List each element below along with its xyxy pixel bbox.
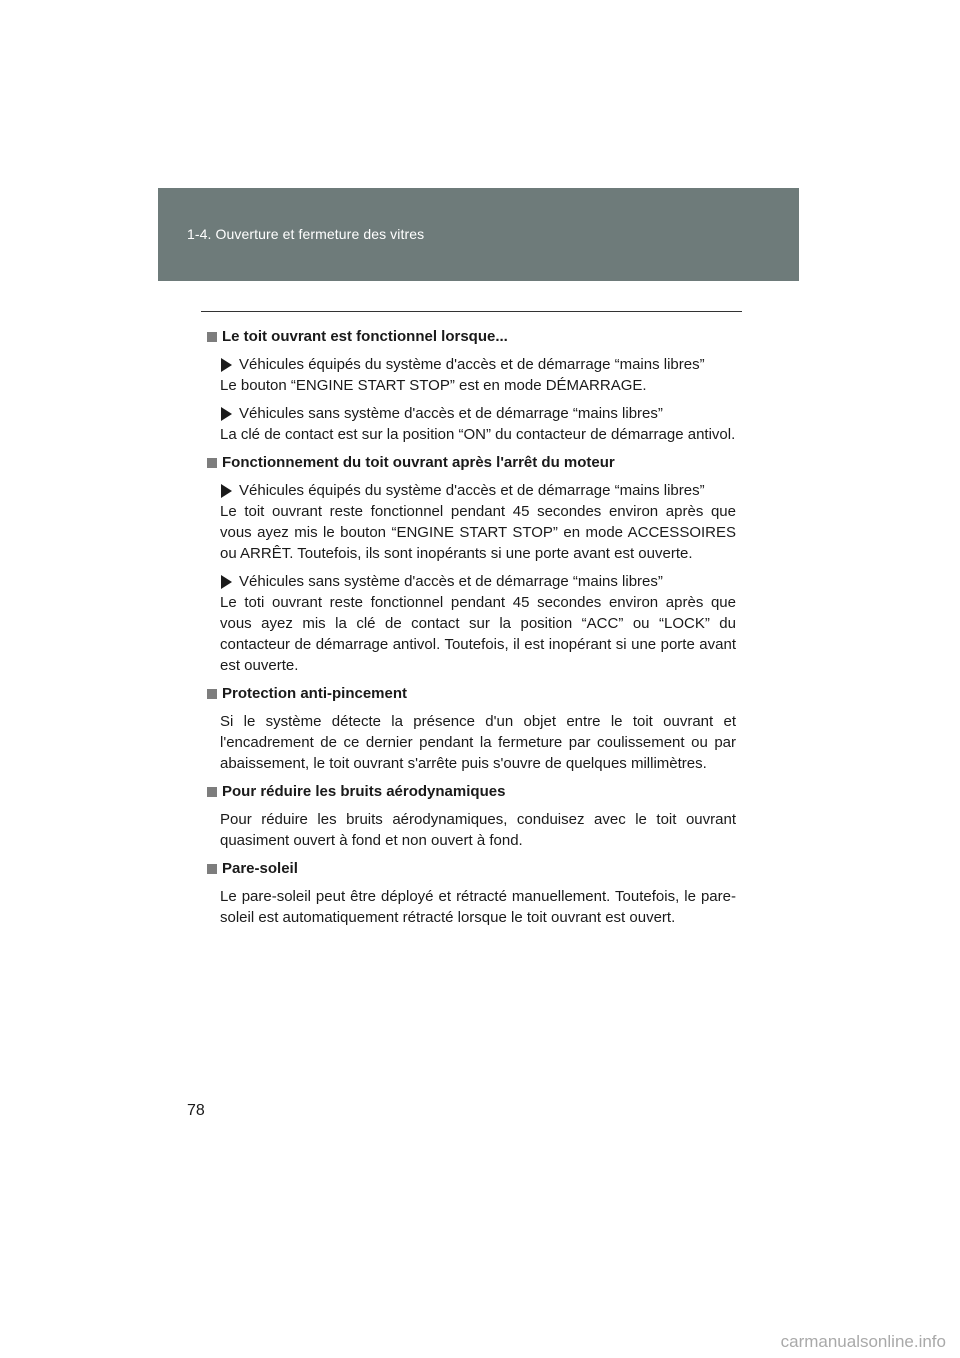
section-heading — [207, 452, 736, 473]
arrow-right-icon — [221, 575, 232, 589]
section-heading — [207, 858, 736, 879]
header-divider — [201, 311, 742, 312]
square-bullet-icon — [207, 689, 217, 699]
subsection-heading-text: Véhicules sans système d'accès et de démarrage “mains libres” — [239, 573, 663, 590]
paragraph: Si le système détecte la présence d'un objet entre le toit ouvrant et l'encadrement de ce dernier pendant la fermeture par coulissement ou par abaissement, le toit ouvrant s'arrête puis s'ouvre de quelques millimètres. — [220, 713, 736, 772]
arrow-right-icon — [221, 484, 232, 498]
arrow-right-icon — [221, 407, 232, 421]
page-number: 78 — [187, 1102, 205, 1119]
section-sunroof-operational — [207, 326, 736, 445]
subsection-heading-text: Véhicules équipés du système d'accès et de démarrage “mains libres” — [239, 482, 705, 499]
subsection-smart-key — [207, 354, 736, 396]
section-heading-text: Protection anti-pincement — [222, 685, 408, 702]
paragraph: Le toit ouvrant reste fonctionnel pendant 45 secondes environ après que vous ayez mis le bouton “ENGINE START STOP” en mode ACCESSOIRES ou ARRÊT. Toutefois, ils sont inopérants si une porte avant est ouverte. — [220, 503, 736, 562]
arrow-right-icon — [221, 358, 232, 372]
square-bullet-icon — [207, 864, 217, 874]
paragraph: Le pare-soleil peut être déployé et rétracté manuellement. Toutefois, le pare-soleil est automatiquement rétracté lorsque le toit ouvrant est ouvert. — [220, 888, 736, 926]
subsection-heading — [207, 480, 736, 501]
subsection-no-smart-key — [207, 403, 736, 445]
section-wind-noise — [207, 781, 736, 851]
subsection-heading-text: Véhicules sans système d'accès et de démarrage “mains libres” — [239, 405, 663, 422]
section-anti-pinch — [207, 683, 736, 774]
square-bullet-icon — [207, 332, 217, 342]
section-heading-text: Fonctionnement du toit ouvrant après l'arrêt du moteur — [222, 454, 615, 471]
subsection-smart-key — [207, 480, 736, 564]
subsection-heading — [207, 403, 736, 424]
section-heading — [207, 781, 736, 802]
page-content — [207, 326, 736, 928]
section-heading — [207, 683, 736, 704]
section-header-title: 1-4. Ouverture et fermeture des vitres — [187, 226, 425, 242]
subsection-heading-text: Véhicules équipés du système d'accès et de démarrage “mains libres” — [239, 356, 705, 373]
subsection-no-smart-key — [207, 571, 736, 676]
paragraph: Pour réduire les bruits aérodynamiques, conduisez avec le toit ouvrant quasiment ouvert à fond et non ouvert à fond. — [220, 811, 736, 849]
subsection-heading — [207, 354, 736, 375]
section-heading-text: Pour réduire les bruits aérodynamiques — [222, 783, 506, 800]
watermark: carmanualsonline.info — [780, 1332, 946, 1351]
square-bullet-icon — [207, 458, 217, 468]
section-heading-text: Pare-soleil — [222, 860, 298, 877]
section-header-band — [158, 188, 799, 281]
subsection-heading — [207, 571, 736, 592]
paragraph: Le toti ouvrant reste fonctionnel pendant 45 secondes environ après que vous ayez mis la clé de contact sur la position “ACC” ou “LOCK” du contacteur de démarrage antivol. Toutefois, il est inopérant si une porte avant est ouverte. — [220, 594, 736, 674]
section-heading — [207, 326, 736, 347]
section-heading-text: Le toit ouvrant est fonctionnel lorsque... — [222, 328, 508, 345]
square-bullet-icon — [207, 787, 217, 797]
section-sunshade — [207, 858, 736, 928]
paragraph: La clé de contact est sur la position “ON” du contacteur de démarrage antivol. — [220, 426, 736, 443]
paragraph: Le bouton “ENGINE START STOP” est en mode DÉMARRAGE. — [220, 377, 647, 394]
section-after-engine-off — [207, 452, 736, 676]
